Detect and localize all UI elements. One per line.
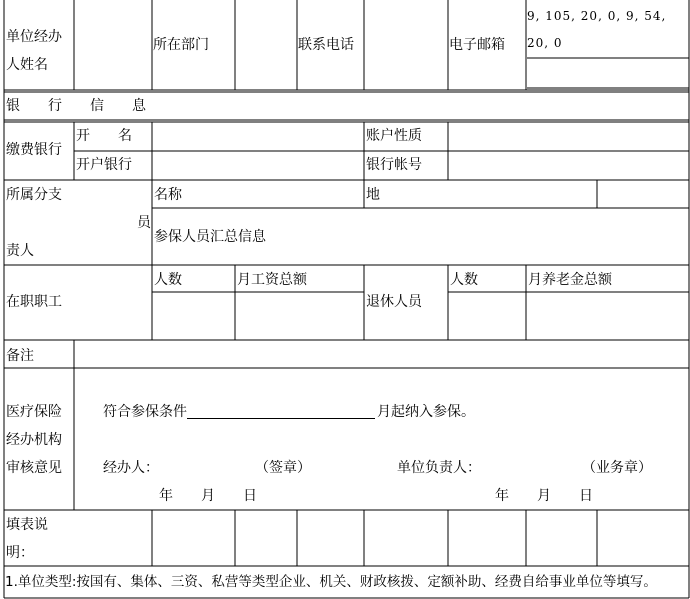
- date-right: 年 月 日: [495, 488, 593, 504]
- retired-label: 退休人员: [366, 294, 422, 310]
- bank-info-heading: 银 行 信 息: [6, 98, 146, 114]
- headcount-label-2: 人数: [450, 272, 478, 288]
- criteria-blank-line: [187, 418, 375, 419]
- instructions-label-part-1: 填表说: [6, 517, 48, 533]
- email-note-line-1: 9, 105, 20, 0, 9, 54,: [527, 9, 667, 23]
- department-label: 所在部门: [153, 37, 209, 53]
- medical-label-part-1: 医疗保险: [6, 404, 62, 420]
- in-service-label: 在职职工: [6, 294, 62, 310]
- insured-summary-label: 参保人员汇总信息: [154, 229, 266, 245]
- name-label: 名称: [154, 187, 182, 203]
- monthly-wage-total-label: 月工资总额: [237, 272, 307, 288]
- criteria-prefix-text: 符合参保条件: [103, 404, 187, 420]
- medical-label-part-2: 经办机构: [6, 432, 62, 448]
- medical-label-part-3: 审核意见: [6, 460, 62, 476]
- instruction-note-1: 1.单位类型:按国有、集体、三资、私营等类型企业、机关、财政核拨、定额补助、经费自给事业单位等填写。: [5, 574, 657, 590]
- business-seal-label: （业务章）: [582, 460, 652, 476]
- date-left: 年 月 日: [159, 488, 257, 504]
- sign-seal-label: （签章）: [255, 460, 311, 476]
- account-number-label: 银行帐号: [366, 157, 422, 173]
- monthly-pension-total-label: 月养老金总额: [528, 272, 612, 288]
- account-name-label: 开 名: [76, 128, 132, 144]
- opening-bank-label: 开户银行: [76, 157, 132, 173]
- payment-bank-label: 缴费银行: [6, 142, 62, 158]
- handler-label: 经办人：: [103, 460, 159, 476]
- email-label: 电子邮箱: [449, 37, 505, 53]
- branch-label-part-3: 责人: [6, 243, 34, 259]
- account-type-label: 账户性质: [366, 128, 422, 144]
- headcount-label-1: 人数: [154, 272, 182, 288]
- unit-head-label: 单位负责人：: [397, 460, 481, 476]
- address-label: 地: [366, 187, 380, 203]
- criteria-suffix-text: 月起纳入参保。: [377, 404, 475, 420]
- remarks-label: 备注: [6, 348, 34, 364]
- instructions-label-part-2: 明：: [6, 545, 34, 561]
- email-note-line-2: 20, 0: [527, 36, 563, 50]
- agent-name-label: 单位经办 人姓名: [6, 29, 62, 73]
- branch-label-part-1: 所属分支: [6, 187, 62, 203]
- branch-label-part-2: 员: [137, 215, 151, 231]
- phone-label: 联系电话: [298, 37, 354, 53]
